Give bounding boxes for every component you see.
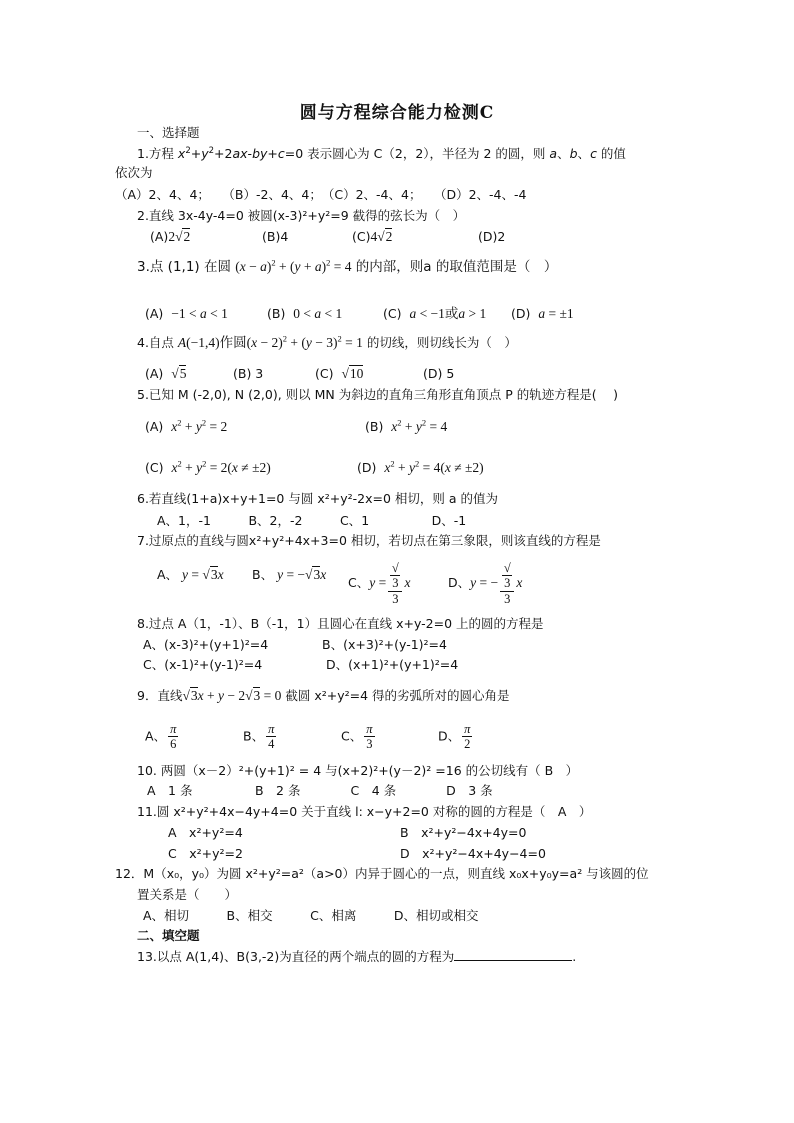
section-choice-heading: 一、选择题 <box>137 125 200 140</box>
question-11-option-a: A x²+y²=4 <box>168 825 243 840</box>
question-8-option-b: B、(x+3)²+(y-1)²=4 <box>322 637 447 652</box>
question-2-option-d: (D)2 <box>478 229 506 244</box>
question-5-option-d: (D) $x^2 + y^2 = 4(x \ne \pm 2)$ <box>357 458 484 475</box>
question-5-stem: 5.已知 M (-2,0), N (2,0), 则以 MN 为斜边的直角三角形直角顶点 P 的轨迹方程是( ) <box>137 387 618 402</box>
question-7-option-b: B、 y = −√3x <box>252 567 327 582</box>
question-3-option-d: (D) a = ±1 <box>511 306 574 321</box>
question-9-option-b: B、 $\frac{\pi}{4}$ <box>243 722 275 752</box>
question-12-stem-continued: 置关系是（ ） <box>137 887 238 902</box>
question-9-option-a: A、 $\frac{\pi}{6}$ <box>145 722 177 752</box>
question-4-option-b: (B) 3 <box>233 366 264 381</box>
question-10-options: A 1 条 B 2 条 C 4 条 D 3 条 <box>147 783 493 798</box>
question-8-option-c: C、(x-1)²+(y-1)²=4 <box>143 657 263 672</box>
question-4-option-a: (A) √5 <box>145 366 187 381</box>
question-5-option-b: (B) $x^2 + y^2 = 4$ <box>365 417 448 434</box>
question-13-stem: 13.以点 A(1,4)、B(3,-2)为直径的两个端点的圆的方程为 . <box>137 949 577 964</box>
question-3-option-c: (C) a < −1或a > 1 <box>383 306 487 321</box>
question-4-option-c: (C) √10 <box>315 366 364 381</box>
section-fill-heading: 二、填空题 <box>137 928 200 943</box>
question-9-stem: 9．直线√3x + y − 2√3 = 0 截圆 x²+y²=4 得的劣弧所对的圆心角是 <box>137 688 510 703</box>
question-7-option-d: D、y = − √ 3 3 x <box>448 561 523 606</box>
question-7-option-c: C、y = √ 3 3 x <box>348 561 411 606</box>
question-6-options: A、1，-1 B、2，-2 C、1 D、-1 <box>157 513 467 528</box>
question-8-option-d: D、(x+1)²+(y+1)²=4 <box>326 657 459 672</box>
question-3-option-b: (B) 0 < a < 1 <box>267 306 343 321</box>
question-6-stem: 6.若直线(1+a)x+y+1=0 与圆 x²+y²-2x=0 相切，则 a 的值为 <box>137 491 498 506</box>
question-2-stem: 2.直线 3x-4y-4=0 被圆(x-3)²+y²=9 截得的弦长为（ ） <box>137 208 466 223</box>
question-8-option-a: A、(x-3)²+(y+1)²=4 <box>143 637 269 652</box>
question-12-stem: 12．M（x₀，y₀）为圆 x²+y²=a²（a>0）内异于圆心的一点，则直线 x₀x+y₀y=a² 与该圆的位 <box>115 866 649 881</box>
question-11-option-d: D x²+y²−4x+4y−4=0 <box>400 846 546 861</box>
question-4-option-d: (D) 5 <box>423 366 455 381</box>
question-11-option-c: C x²+y²=2 <box>168 846 243 861</box>
question-2-option-c: (C)4√2 <box>352 229 393 244</box>
question-3-option-a: (A) −1 < a < 1 <box>145 306 228 321</box>
question-1-stem-continued: 依次为 <box>115 165 153 180</box>
question-8-stem: 8.过点 A（1，-1）、B（-1，1）且圆心在直线 x+y-2=0 上的圆的方程是 <box>137 616 544 631</box>
question-11-stem: 11.圆 x²+y²+4x−4y+4=0 关于直线 l: x−y+2=0 对称的圆的方程是（ A ） <box>137 804 592 819</box>
question-12-options: A、相切 B、相交 C、相离 D、相切或相交 <box>143 908 479 923</box>
question-1-options: （A）2、4、4； （B）-2、4、4； （C）2、-4、4； （D）2、-4、-4 <box>115 187 527 202</box>
question-7-option-a: A、 y = √3x <box>157 567 224 582</box>
question-11-option-b: B x²+y²−4x+4y=0 <box>400 825 527 840</box>
question-7-stem: 7.过原点的直线与圆x²+y²+4x+3=0 相切，若切点在第三象限，则该直线的方程是 <box>137 533 601 548</box>
question-9-option-c: C、 $\frac{\pi}{3}$ <box>341 722 373 752</box>
question-5-option-c: (C) $x^2 + y^2 = 2(x \ne \pm 2)$ <box>145 458 271 475</box>
question-10-stem: 10. 两圆（x－2）²+(y+1)² = 4 与(x+2)²+(y－2)² =16 的公切线有（ B ） <box>137 763 579 778</box>
question-4-stem: 4.自点 A(−1,4)作圆$(x - 2)^2 + (y - 3)^2 = 1$ 的切线，则切线长为（ ） <box>137 333 517 350</box>
question-2-option-a: (A)2√2 <box>150 229 191 244</box>
page-title: 圆与方程综合能力检测C <box>299 103 495 123</box>
question-5-option-a: (A) $x^2 + y^2 = 2$ <box>145 417 228 434</box>
answer-blank <box>454 949 572 961</box>
question-1-stem: 1.方程 $x^2+y^2+2ax-by+c=0$ 表示圆心为 C（2，2），半径为 2 的圆，则 a、b、c 的值 <box>137 145 626 161</box>
question-2-option-b: (B)4 <box>262 229 289 244</box>
question-3-stem: 3.点 (1,1) 在圆 $(x - a)^2 + (y + a)^2 = 4$ 的内部，则a 的取值范围是（ ） <box>137 257 558 275</box>
question-9-option-d: D、 $\frac{\pi}{2}$ <box>438 722 471 752</box>
